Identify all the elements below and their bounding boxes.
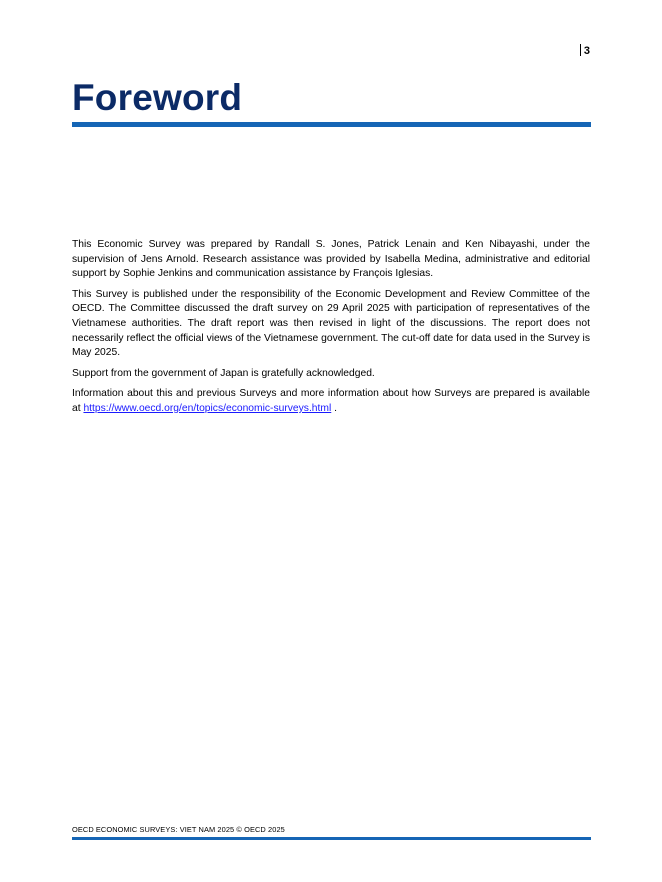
- paragraph-authors: This Economic Survey was prepared by Randall S. Jones, Patrick Lenain and Ken Nibayashi, under the supervision of Jens Arnold. Research assistance was provided by Isabella Medina, administrative and editorial support by Sophie Jenkins and communication assistance by François Iglesias.: [72, 239, 590, 280]
- title-underline-rule: [72, 122, 591, 127]
- footer-rule: [72, 837, 591, 840]
- page-number-separator: [580, 44, 581, 56]
- page-number-value: 3: [583, 45, 590, 57]
- page-number: [580, 44, 590, 58]
- paragraph-responsibility: This Survey is published under the responsibility of the Economic Development and Review Committee of the OECD. The Committee discussed the draft survey on 29 April 2025 with participation of representatives of the Vietnamese authorities. The draft report was then revised in light of the discussions. The report does not necessarily reflect the official views of the Vietnamese government. The cut-off date for data used in the Survey is May 2025.: [72, 288, 590, 359]
- more-information-end: .: [331, 402, 337, 414]
- foreword-body: [72, 238, 590, 423]
- page-title: Foreword: [72, 77, 243, 118]
- economic-surveys-link[interactable]: https://www.oecd.org/en/topics/economic-surveys.html: [83, 402, 332, 414]
- footer-text: OECD ECONOMIC SURVEYS: VIET NAM 2025 © OECD 2025: [72, 825, 285, 834]
- paragraph-more-information: [72, 387, 590, 416]
- more-information-text: Information about this and previous Surveys and more information about how Surveys are prepared is available at: [72, 388, 590, 414]
- paragraph-acknowledgement: Support from the government of Japan is gratefully acknowledged.: [72, 367, 375, 379]
